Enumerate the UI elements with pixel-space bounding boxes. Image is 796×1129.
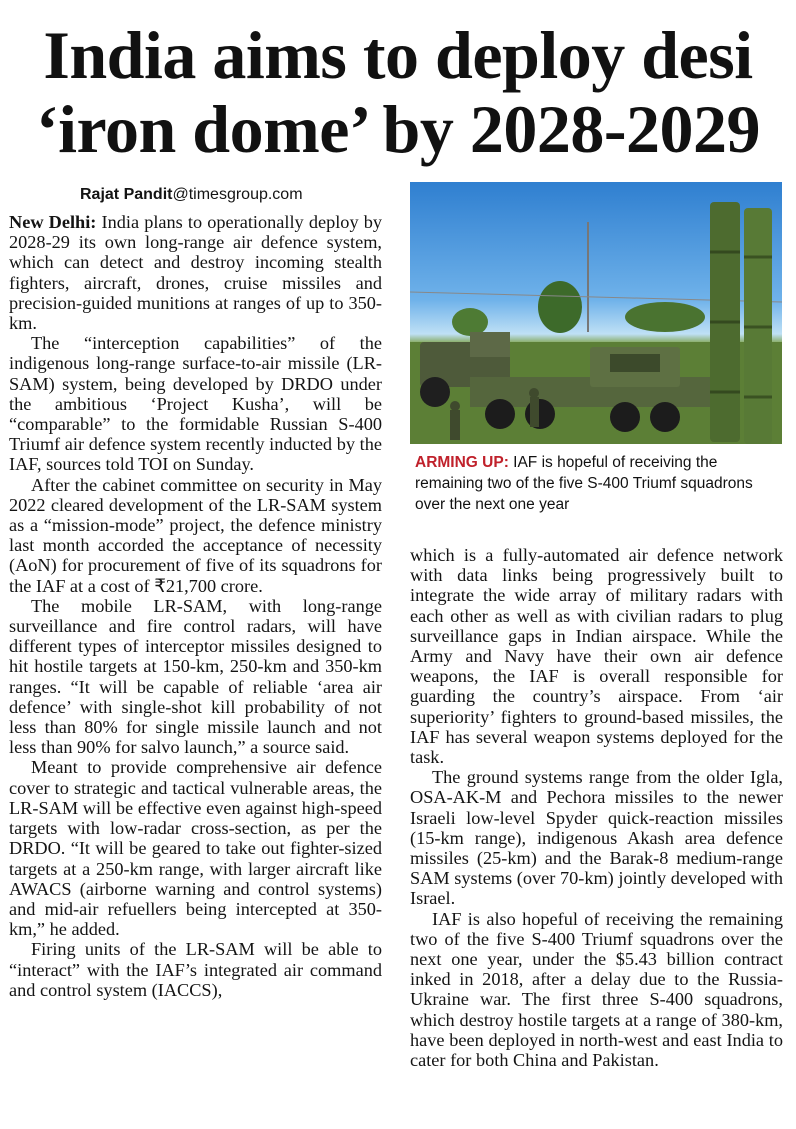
- headline-line-2: ‘iron dome’ by 2028-2029: [35, 91, 760, 167]
- article-paragraph-3: After the cabinet committee on security in May 2022 cleared development of the LR-SAM system as a “mission-mode” project, the defence ministry last month accorded the acceptance of necessity (AoN) for procurement of five of its squadrons for the IAF at a cost of ₹21,700 crore.: [9, 474, 382, 596]
- photo-illustration: [410, 182, 782, 444]
- headline: [0, 18, 796, 166]
- paragraph-1-text: India plans to operationally deploy by 2028-29 its own long-range air defence system, which can detect and destroy incoming stealth fighters, aircraft, drones, cruise missiles and precision-guided munitions at ranges of up to 350-km.: [9, 212, 382, 334]
- byline: [80, 185, 303, 205]
- article-column-left: [9, 212, 382, 1000]
- caption-text: IAF is hopeful of receiving the remaining two of the five S-400 Triumf squadrons over the next one year: [415, 454, 753, 513]
- caption-tag: ARMING UP:: [415, 454, 509, 471]
- article-paragraph-6: Firing units of the LR-SAM will be able to “interact” with the IAF’s integrated air command and control system (IACCS),: [9, 939, 382, 1000]
- dateline: New Delhi:: [9, 212, 97, 232]
- article-paragraph-8: The ground systems range from the older Igla, OSA-AK-M and Pechora missiles to the newer Israeli low-level Spyder quick-reaction missiles (15-km range), indigenous Akash area defence missiles (25-km) and the Barak-8 medium-range SAM systems (over 70-km) jointly developed with Israel.: [410, 767, 783, 909]
- byline-author: Rajat Pandit: [80, 186, 173, 203]
- article-paragraph-5: Meant to provide comprehensive air defence cover to strategic and tactical vulnerable areas, the LR-SAM will be effective even against high-speed targets with low-radar cross-section, as per the DRDO. “It will be geared to take out fighter-sized targets at a 250-km range, with larger aircraft like AWACS (airborne warning and control systems) and mid-air refuellers being intercepted at 350-km,” he added.: [9, 757, 382, 940]
- article-paragraph-1: [9, 212, 382, 333]
- byline-email: @timesgroup.com: [172, 186, 303, 203]
- article-column-right: [410, 545, 783, 1070]
- missile-launcher-photo: [410, 182, 782, 444]
- headline-line-1: India aims to deploy desi: [43, 17, 753, 93]
- article-paragraph-2: The “interception capabilities” of the indigenous long-range surface-to-air missile (LR-SAM) system, being developed by DRDO under the ambitious ‘Project Kusha’, will be “comparable” to the formidable Russian S-400 Triumf air defence system recently inducted by the IAF, sources told TOI on Sunday.: [9, 333, 382, 475]
- article-paragraph-4: The mobile LR-SAM, with long-range surveillance and fire control radars, will have different types of interceptor missiles designed to hit hostile targets at 150-km, 250-km and 350-km ranges. “It will be capable of reliable ‘area air defence’ with single-shot kill probability of not less than 80% for single missile launch and not less than 90% for salvo launch,” a source said.: [9, 595, 382, 758]
- photo-caption: [415, 452, 785, 515]
- article-paragraph-7: which is a fully-automated air defence network with data links being progressively built to integrate the wide array of military radars with each other as well as with civilian radars to plug surveillance gaps in Indian airspace. While the Army and Navy have their own air defence weapons, the IAF is overall responsible for guarding the country’s airspace. From ‘air superiority’ fighters to ground-based missiles, the IAF has several weapon systems deployed for the task.: [410, 545, 783, 768]
- article-paragraph-9: IAF is also hopeful of receiving the remaining two of the five S-400 Triumf squadrons over the next one year, under the $5.43 billion contract inked in 2018, after a delay due to the Russia-Ukraine war. The first three S-400 squadrons, which destroy hostile targets at a range of 380-km, have been deployed in north-west and east India to cater for both China and Pakistan.: [410, 908, 783, 1071]
